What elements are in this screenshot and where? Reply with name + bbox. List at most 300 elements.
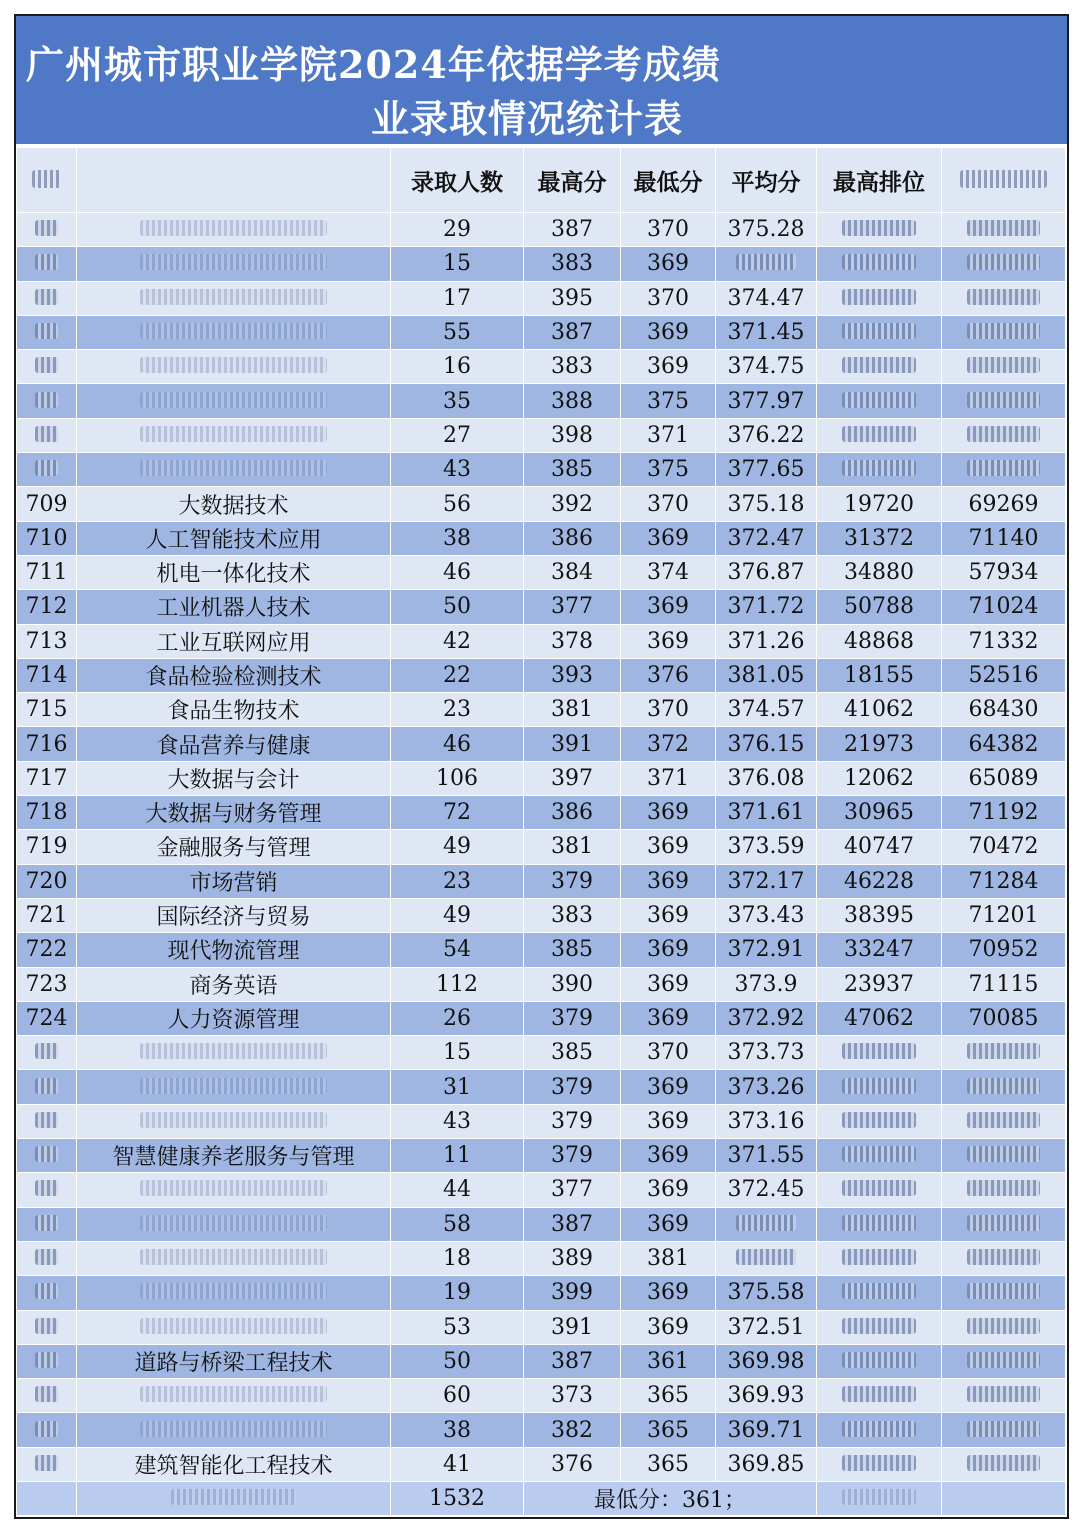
row-code: [17, 1070, 77, 1104]
row-top-rank: [817, 418, 942, 452]
row-code: [17, 1207, 77, 1241]
redacted-mark: [35, 1043, 59, 1059]
row-avg-score: 371.45: [716, 315, 817, 349]
row-admitted: 44: [391, 1173, 524, 1207]
redacted-mark: [140, 254, 328, 270]
redacted-mark: [967, 1249, 1041, 1265]
row-min-score: 369: [621, 898, 716, 932]
row-major: [77, 315, 391, 349]
row-max-score: 386: [524, 796, 621, 830]
row-top-rank: [817, 315, 942, 349]
redacted-mark: [736, 1249, 796, 1265]
row-code: [17, 1344, 77, 1378]
row-min-score: 365: [621, 1447, 716, 1481]
row-avg-score: 372.92: [716, 1001, 817, 1035]
row-major: [77, 1413, 391, 1447]
redacted-mark: [140, 323, 328, 339]
row-major: [77, 453, 391, 487]
row-avg-score: 372.45: [716, 1173, 817, 1207]
redacted-mark: [35, 254, 59, 270]
row-avg-score: 373.16: [716, 1104, 817, 1138]
row-top-rank: 34880: [817, 555, 942, 589]
row-low-rank: [942, 1207, 1066, 1241]
row-max-score: 390: [524, 967, 621, 1001]
row-top-rank: [817, 1276, 942, 1310]
row-code: [17, 384, 77, 418]
redacted-mark: [35, 1455, 59, 1471]
row-major: [77, 1036, 391, 1070]
row-top-rank: [817, 213, 942, 247]
row-code: 720: [17, 864, 77, 898]
row-max-score: 395: [524, 281, 621, 315]
row-min-score: 369: [621, 315, 716, 349]
redacted-mark: [35, 392, 59, 408]
row-code: [17, 281, 77, 315]
row-min-score: 369: [621, 1276, 716, 1310]
redacted-mark: [140, 357, 328, 373]
row-major: 现代物流管理: [77, 933, 391, 967]
row-min-score: 370: [621, 1036, 716, 1070]
row-avg-score: [716, 1241, 817, 1275]
row-admitted: 23: [391, 693, 524, 727]
row-avg-score: 374.47: [716, 281, 817, 315]
row-major: [77, 1070, 391, 1104]
row-admitted: 43: [391, 453, 524, 487]
redacted-mark: [842, 1043, 916, 1059]
redacted-mark: [140, 220, 328, 236]
row-max-score: 397: [524, 761, 621, 795]
row-low-rank: 71140: [942, 521, 1066, 555]
row-low-rank: [942, 453, 1066, 487]
redacted-mark: [140, 1386, 328, 1402]
redacted-mark: [967, 1283, 1041, 1299]
row-avg-score: 369.98: [716, 1344, 817, 1378]
redacted-mark: [842, 1421, 916, 1437]
row-code: [17, 418, 77, 452]
row-code: [17, 453, 77, 487]
redacted-mark: [842, 1249, 916, 1265]
row-major: 金融服务与管理: [77, 830, 391, 864]
redacted-mark: [842, 1146, 916, 1162]
row-code: 722: [17, 933, 77, 967]
table-row: [17, 350, 1066, 384]
row-low-rank: [942, 1070, 1066, 1104]
row-top-rank: 41062: [817, 693, 942, 727]
document-frame: [14, 14, 1069, 1519]
row-max-score: 376: [524, 1447, 621, 1481]
redacted-mark: [35, 1283, 59, 1299]
redacted-mark: [842, 1215, 916, 1231]
row-top-rank: [817, 1070, 942, 1104]
row-avg-score: 374.75: [716, 350, 817, 384]
row-admitted: 16: [391, 350, 524, 384]
redacted-mark: [842, 323, 916, 339]
row-avg-score: 371.26: [716, 624, 817, 658]
row-avg-score: 369.85: [716, 1447, 817, 1481]
row-low-rank: [942, 1139, 1066, 1173]
row-avg-score: 372.51: [716, 1310, 817, 1344]
table-row: [17, 1207, 1066, 1241]
row-code: 718: [17, 796, 77, 830]
row-max-score: 384: [524, 555, 621, 589]
redacted-mark: [35, 289, 59, 305]
row-code: [17, 1379, 77, 1413]
row-admitted: 58: [391, 1207, 524, 1241]
header-max-score: 最高分: [524, 148, 621, 213]
row-code: 709: [17, 487, 77, 521]
table-row: [17, 1344, 1066, 1378]
row-min-score: 369: [621, 624, 716, 658]
row-top-rank: [817, 1379, 942, 1413]
row-major: 大数据与财务管理: [77, 796, 391, 830]
row-top-rank: 47062: [817, 1001, 942, 1035]
row-top-rank: [817, 281, 942, 315]
redacted-mark: [736, 1215, 796, 1231]
row-max-score: 383: [524, 350, 621, 384]
row-avg-score: 371.55: [716, 1139, 817, 1173]
row-max-score: 379: [524, 1070, 621, 1104]
table-row: [17, 693, 1066, 727]
row-admitted: 50: [391, 1344, 524, 1378]
row-low-rank: [942, 247, 1066, 281]
row-admitted: 55: [391, 315, 524, 349]
table-row: [17, 315, 1066, 349]
table-body: [17, 213, 1066, 1482]
row-low-rank: 70472: [942, 830, 1066, 864]
redacted-mark: [967, 1146, 1041, 1162]
row-code: [17, 1276, 77, 1310]
row-avg-score: 374.57: [716, 693, 817, 727]
redacted-mark: [35, 1352, 59, 1368]
redacted-mark: [35, 1318, 59, 1334]
row-top-rank: [817, 384, 942, 418]
redacted-mark: [967, 392, 1041, 408]
redacted-mark: [35, 1146, 59, 1162]
row-min-score: 375: [621, 453, 716, 487]
redacted-mark: [967, 1078, 1041, 1094]
row-top-rank: 31372: [817, 521, 942, 555]
footer-summary: 最低分：361；: [524, 1481, 817, 1515]
row-min-score: 369: [621, 247, 716, 281]
table-row: [17, 1070, 1066, 1104]
redacted-mark: [35, 1078, 59, 1094]
row-admitted: 15: [391, 1036, 524, 1070]
row-major: 食品生物技术: [77, 693, 391, 727]
row-low-rank: 71201: [942, 898, 1066, 932]
row-low-rank: [942, 350, 1066, 384]
row-low-rank: 71332: [942, 624, 1066, 658]
table-row: [17, 830, 1066, 864]
row-low-rank: [942, 213, 1066, 247]
row-low-rank: [942, 1379, 1066, 1413]
row-low-rank: [942, 1344, 1066, 1378]
row-avg-score: 373.59: [716, 830, 817, 864]
row-min-score: 369: [621, 796, 716, 830]
row-admitted: 11: [391, 1139, 524, 1173]
row-major: 工业机器人技术: [77, 590, 391, 624]
row-top-rank: 48868: [817, 624, 942, 658]
row-avg-score: 369.71: [716, 1413, 817, 1447]
footer-blank-b: [942, 1481, 1066, 1515]
redacted-mark: [967, 1386, 1041, 1402]
row-max-score: 379: [524, 864, 621, 898]
row-code: [17, 350, 77, 384]
row-admitted: 41: [391, 1447, 524, 1481]
row-top-rank: 38395: [817, 898, 942, 932]
row-major: [77, 1173, 391, 1207]
table-row: [17, 1104, 1066, 1138]
row-avg-score: 369.93: [716, 1379, 817, 1413]
row-avg-score: 375.28: [716, 213, 817, 247]
row-max-score: 381: [524, 830, 621, 864]
redacted-mark: [967, 460, 1041, 476]
row-admitted: 35: [391, 384, 524, 418]
row-code: 717: [17, 761, 77, 795]
row-admitted: 112: [391, 967, 524, 1001]
row-admitted: 42: [391, 624, 524, 658]
row-max-score: 378: [524, 624, 621, 658]
row-admitted: 46: [391, 555, 524, 589]
redacted-mark: [842, 1318, 916, 1334]
row-admitted: 26: [391, 1001, 524, 1035]
row-min-score: 369: [621, 1207, 716, 1241]
row-avg-score: 375.58: [716, 1276, 817, 1310]
row-max-score: 387: [524, 315, 621, 349]
row-admitted: 38: [391, 521, 524, 555]
row-admitted: 19: [391, 1276, 524, 1310]
row-max-score: 385: [524, 1036, 621, 1070]
row-max-score: 388: [524, 384, 621, 418]
redacted-mark: [140, 1180, 328, 1196]
redacted-mark: [140, 1215, 328, 1231]
row-admitted: 43: [391, 1104, 524, 1138]
redacted-mark: [35, 1386, 59, 1402]
redacted-mark: [967, 1318, 1041, 1334]
row-major: [77, 1104, 391, 1138]
redacted-mark: [140, 289, 328, 305]
row-code: 714: [17, 658, 77, 692]
row-admitted: 46: [391, 727, 524, 761]
row-major: [77, 384, 391, 418]
table-row: [17, 1310, 1066, 1344]
row-code: 724: [17, 1001, 77, 1035]
row-avg-score: 376.87: [716, 555, 817, 589]
redacted-mark: [140, 460, 328, 476]
row-admitted: 27: [391, 418, 524, 452]
redacted-mark: [842, 1078, 916, 1094]
row-admitted: 49: [391, 898, 524, 932]
row-major: 建筑智能化工程技术: [77, 1447, 391, 1481]
row-code: [17, 1241, 77, 1275]
table-row: [17, 1447, 1066, 1481]
redacted-mark: [842, 357, 916, 373]
redacted-mark: [842, 254, 916, 270]
row-min-score: 369: [621, 1139, 716, 1173]
row-avg-score: 371.61: [716, 796, 817, 830]
row-top-rank: [817, 1104, 942, 1138]
header-avg-score: 平均分: [716, 148, 817, 213]
row-admitted: 72: [391, 796, 524, 830]
row-low-rank: [942, 1241, 1066, 1275]
row-code: [17, 1310, 77, 1344]
row-major: 机电一体化技术: [77, 555, 391, 589]
row-top-rank: 23937: [817, 967, 942, 1001]
row-major: [77, 1310, 391, 1344]
row-major: 市场营销: [77, 864, 391, 898]
row-major: 人力资源管理: [77, 1001, 391, 1035]
row-major: 智慧健康养老服务与管理: [77, 1139, 391, 1173]
redacted-mark: [140, 1043, 328, 1059]
row-low-rank: [942, 315, 1066, 349]
redacted-mark: [35, 220, 59, 236]
redacted-mark: [967, 1215, 1041, 1231]
redacted-mark: [35, 357, 59, 373]
row-max-score: 386: [524, 521, 621, 555]
row-top-rank: [817, 1413, 942, 1447]
header-admitted: 录取人数: [391, 148, 524, 213]
row-min-score: 369: [621, 933, 716, 967]
table-row: [17, 418, 1066, 452]
row-max-score: 387: [524, 213, 621, 247]
redacted-mark: [140, 1318, 328, 1334]
row-low-rank: [942, 1104, 1066, 1138]
redacted-mark: [140, 1283, 328, 1299]
row-max-score: 398: [524, 418, 621, 452]
row-admitted: 18: [391, 1241, 524, 1275]
row-min-score: 369: [621, 1001, 716, 1035]
table-row: [17, 727, 1066, 761]
redacted-mark: [967, 426, 1041, 442]
row-max-score: 383: [524, 247, 621, 281]
row-min-score: 381: [621, 1241, 716, 1275]
row-top-rank: [817, 1447, 942, 1481]
redacted-mark: [140, 426, 328, 442]
row-admitted: 54: [391, 933, 524, 967]
table-row: [17, 281, 1066, 315]
row-max-score: 389: [524, 1241, 621, 1275]
row-major: 食品检验检测技术: [77, 658, 391, 692]
row-admitted: 49: [391, 830, 524, 864]
row-low-rank: 70952: [942, 933, 1066, 967]
row-code: 719: [17, 830, 77, 864]
row-admitted: 29: [391, 213, 524, 247]
admission-table: [16, 147, 1066, 1516]
title-banner: [16, 16, 1067, 144]
row-low-rank: 65089: [942, 761, 1066, 795]
row-top-rank: [817, 1344, 942, 1378]
row-low-rank: 57934: [942, 555, 1066, 589]
row-major: 商务英语: [77, 967, 391, 1001]
row-major: [77, 1276, 391, 1310]
table-row: [17, 453, 1066, 487]
row-top-rank: [817, 1036, 942, 1070]
row-min-score: 369: [621, 967, 716, 1001]
row-low-rank: 71024: [942, 590, 1066, 624]
row-max-score: 377: [524, 1173, 621, 1207]
row-low-rank: 71284: [942, 864, 1066, 898]
row-top-rank: 33247: [817, 933, 942, 967]
table-row: [17, 1173, 1066, 1207]
row-low-rank: 64382: [942, 727, 1066, 761]
row-code: 716: [17, 727, 77, 761]
header-low-rank: [942, 148, 1066, 213]
row-avg-score: 372.17: [716, 864, 817, 898]
row-min-score: 374: [621, 555, 716, 589]
row-major: [77, 281, 391, 315]
row-low-rank: [942, 1173, 1066, 1207]
row-low-rank: 52516: [942, 658, 1066, 692]
row-code: [17, 315, 77, 349]
redacted-mark: [967, 254, 1041, 270]
row-max-score: 399: [524, 1276, 621, 1310]
row-min-score: 371: [621, 761, 716, 795]
footer-major: [77, 1481, 391, 1515]
table-row: [17, 1036, 1066, 1070]
redacted-mark: [35, 1421, 59, 1437]
redacted-mark: [842, 1180, 916, 1196]
row-min-score: 371: [621, 418, 716, 452]
row-low-rank: [942, 1036, 1066, 1070]
row-top-rank: [817, 247, 942, 281]
row-top-rank: 18155: [817, 658, 942, 692]
table-row: [17, 521, 1066, 555]
row-min-score: 361: [621, 1344, 716, 1378]
row-low-rank: [942, 1413, 1066, 1447]
row-max-score: 381: [524, 693, 621, 727]
row-code: 721: [17, 898, 77, 932]
redacted-mark: [35, 1249, 59, 1265]
redacted-mark: [842, 460, 916, 476]
row-avg-score: 377.65: [716, 453, 817, 487]
redacted-mark: [967, 357, 1041, 373]
row-major: [77, 1207, 391, 1241]
row-max-score: 392: [524, 487, 621, 521]
redacted-mark: [140, 1112, 328, 1128]
row-admitted: 106: [391, 761, 524, 795]
row-major: 国际经济与贸易: [77, 898, 391, 932]
redacted-mark: [842, 289, 916, 305]
row-max-score: 373: [524, 1379, 621, 1413]
table-row: [17, 1241, 1066, 1275]
row-avg-score: [716, 247, 817, 281]
row-max-score: 393: [524, 658, 621, 692]
row-max-score: 391: [524, 727, 621, 761]
row-admitted: 60: [391, 1379, 524, 1413]
row-major: 食品营养与健康: [77, 727, 391, 761]
redacted-mark: [967, 1455, 1041, 1471]
table-row: [17, 967, 1066, 1001]
row-low-rank: 69269: [942, 487, 1066, 521]
redacted-mark: [842, 392, 916, 408]
row-avg-score: 373.26: [716, 1070, 817, 1104]
row-min-score: 369: [621, 1173, 716, 1207]
table-row: [17, 487, 1066, 521]
row-low-rank: 71192: [942, 796, 1066, 830]
redacted-mark: [842, 220, 916, 236]
row-top-rank: [817, 453, 942, 487]
row-code: [17, 1104, 77, 1138]
row-low-rank: [942, 1447, 1066, 1481]
redacted-mark: [35, 1215, 59, 1231]
row-min-score: 369: [621, 864, 716, 898]
row-avg-score: [716, 1207, 817, 1241]
table-row: [17, 1139, 1066, 1173]
row-top-rank: 12062: [817, 761, 942, 795]
row-min-score: 375: [621, 384, 716, 418]
row-min-score: 369: [621, 830, 716, 864]
row-min-score: 369: [621, 1070, 716, 1104]
table-row: [17, 898, 1066, 932]
